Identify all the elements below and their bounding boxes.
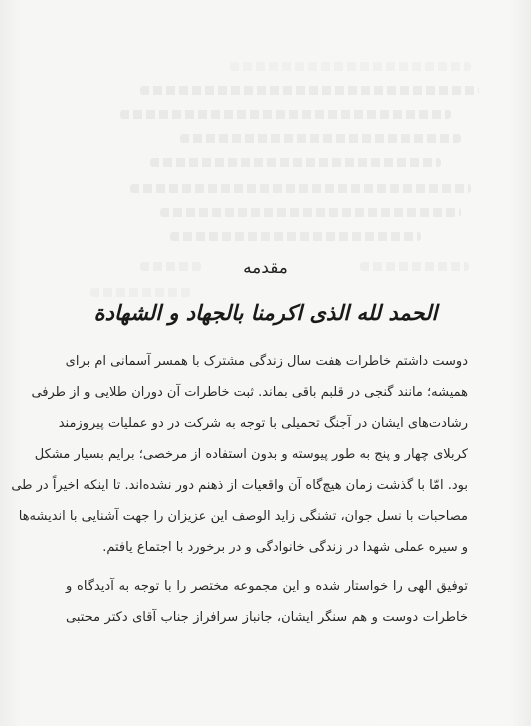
text-line: دوست داشتم خاطرات هفت سال زندگی مشترک با همسر آسمانی ام برای [65, 354, 468, 369]
text-line: همیشه؛ مانند گنجی در قلبم باقی بماند. ثبت خاطرات آن دوران طلایی و از طرفی [31, 385, 468, 400]
text-line: خاطرات دوست و هم سنگر ایشان، جانباز سرافراز جناب آقای دکتر محتبی [66, 610, 468, 625]
text-line: مصاحبات با نسل جوان، تشنگی زاید الوصف این عزیزان را جهت آشنایی با اندیشه‌ها [18, 509, 468, 524]
text-line: رشادت‌های ایشان در آجنگ تحمیلی با توجه به شرکت در دو عملیات پیروزمند [58, 416, 468, 431]
text-line: و سیره عملی شهدا در زندگی خانوادگی و در برخورد با اجتماع یافتم. [102, 540, 468, 555]
bleed-through-line [180, 134, 461, 143]
bleed-through-line [170, 232, 421, 241]
bleed-through-line [140, 86, 479, 95]
bleed-through-line [90, 288, 191, 297]
paragraph [66, 571, 468, 633]
bleed-through-line [150, 158, 441, 167]
body-text [11, 346, 468, 633]
text-line: بود. امّا با گذشت زمان هیچ‌گاه آن واقعیات از ذهنم دور نشده‌اند. تا اینکه اخیراً در طی [11, 478, 468, 493]
bleed-through-line [130, 184, 471, 193]
text-line: توفیق الهی را خواستار شده و این مجموعه مختصر را با توجه به آدیدگاه و [66, 579, 468, 594]
chapter-title: مقدمه [243, 258, 288, 278]
bleed-through-line [160, 208, 461, 217]
bleed-through-line [120, 110, 451, 119]
dedication-calligraphy: الحمد لله الذی اکرمنا بالجهاد و الشهادة [93, 300, 438, 325]
text-line: کربلای چهار و پنج به طور پیوسته و بدون استفاده از مرخصی؛ برایم بسیار مشکل [34, 447, 468, 462]
paragraph [11, 346, 468, 563]
bleed-through-line [230, 62, 471, 71]
